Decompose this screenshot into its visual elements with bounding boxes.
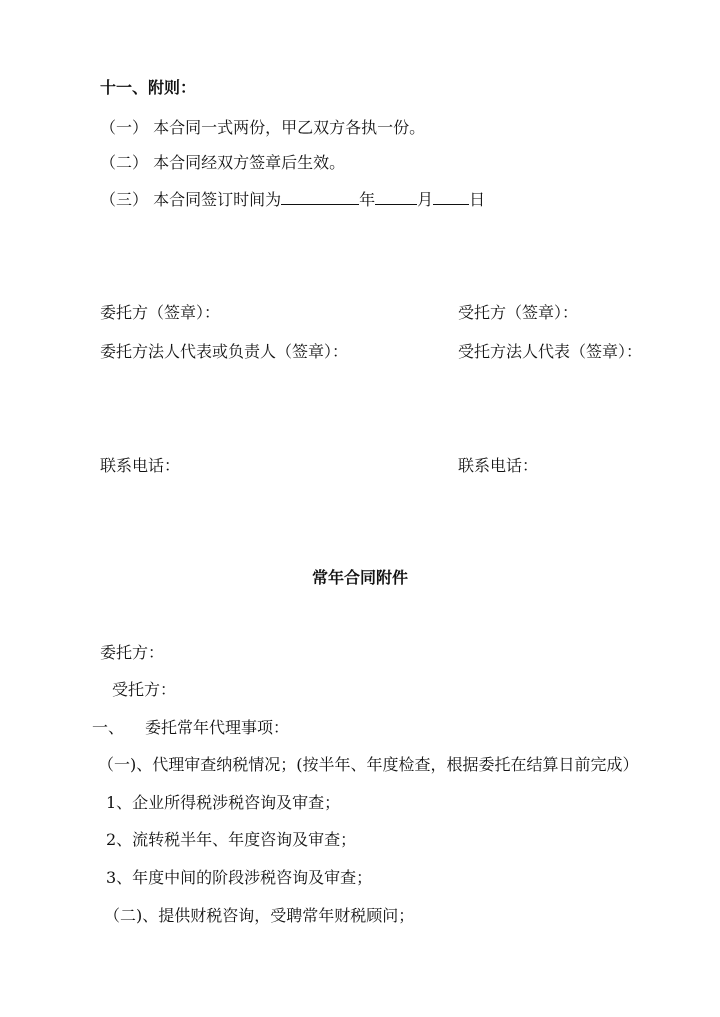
agent-phone: 联系电话：	[458, 456, 539, 475]
attachment-title: 常年合同附件	[311, 568, 408, 587]
section-1-number: 一、	[92, 718, 125, 737]
clause-3-text: （三） 本合同签订时间为	[100, 190, 282, 209]
year-label: 年	[359, 190, 376, 209]
month-label: 月	[417, 190, 434, 209]
section-title: 十一、附则：	[100, 78, 197, 97]
client-rep: 委托方法人代表或负责人（签章）：	[100, 342, 349, 361]
agent-seal: 受托方（签章）：	[458, 303, 579, 322]
item-line: 1、企业所得税涉税咨询及审查；	[106, 793, 341, 812]
client-seal: 委托方（签章）：	[100, 303, 221, 322]
day-label: 日	[469, 190, 486, 209]
item-line: 2、流转税半年、年度咨询及审查；	[106, 830, 357, 849]
item-line: （二)、提供财税咨询，受聘常年财税顾问；	[104, 906, 415, 925]
agent-rep: 受托方法人代表（签章）：	[458, 342, 643, 361]
month-blank[interactable]	[375, 190, 417, 205]
section-1-title: 委托常年代理事项：	[145, 718, 290, 737]
day-blank[interactable]	[433, 190, 469, 205]
attachment-agent: 受托方：	[112, 680, 177, 699]
clause-1: （一） 本合同一式两份，甲乙双方各执一份。	[100, 118, 426, 137]
item-line: 3、年度中间的阶段涉税咨询及审查；	[106, 868, 373, 887]
client-phone: 联系电话：	[100, 456, 181, 475]
year-blank[interactable]	[281, 190, 359, 205]
attachment-client: 委托方：	[100, 643, 165, 662]
clause-3	[100, 190, 485, 210]
clause-2: （二） 本合同经双方签章后生效。	[100, 153, 346, 172]
item-line: （一)、代理审查纳税情况；(按半年、年度检查，根据委托在结算日前完成）	[98, 755, 639, 774]
